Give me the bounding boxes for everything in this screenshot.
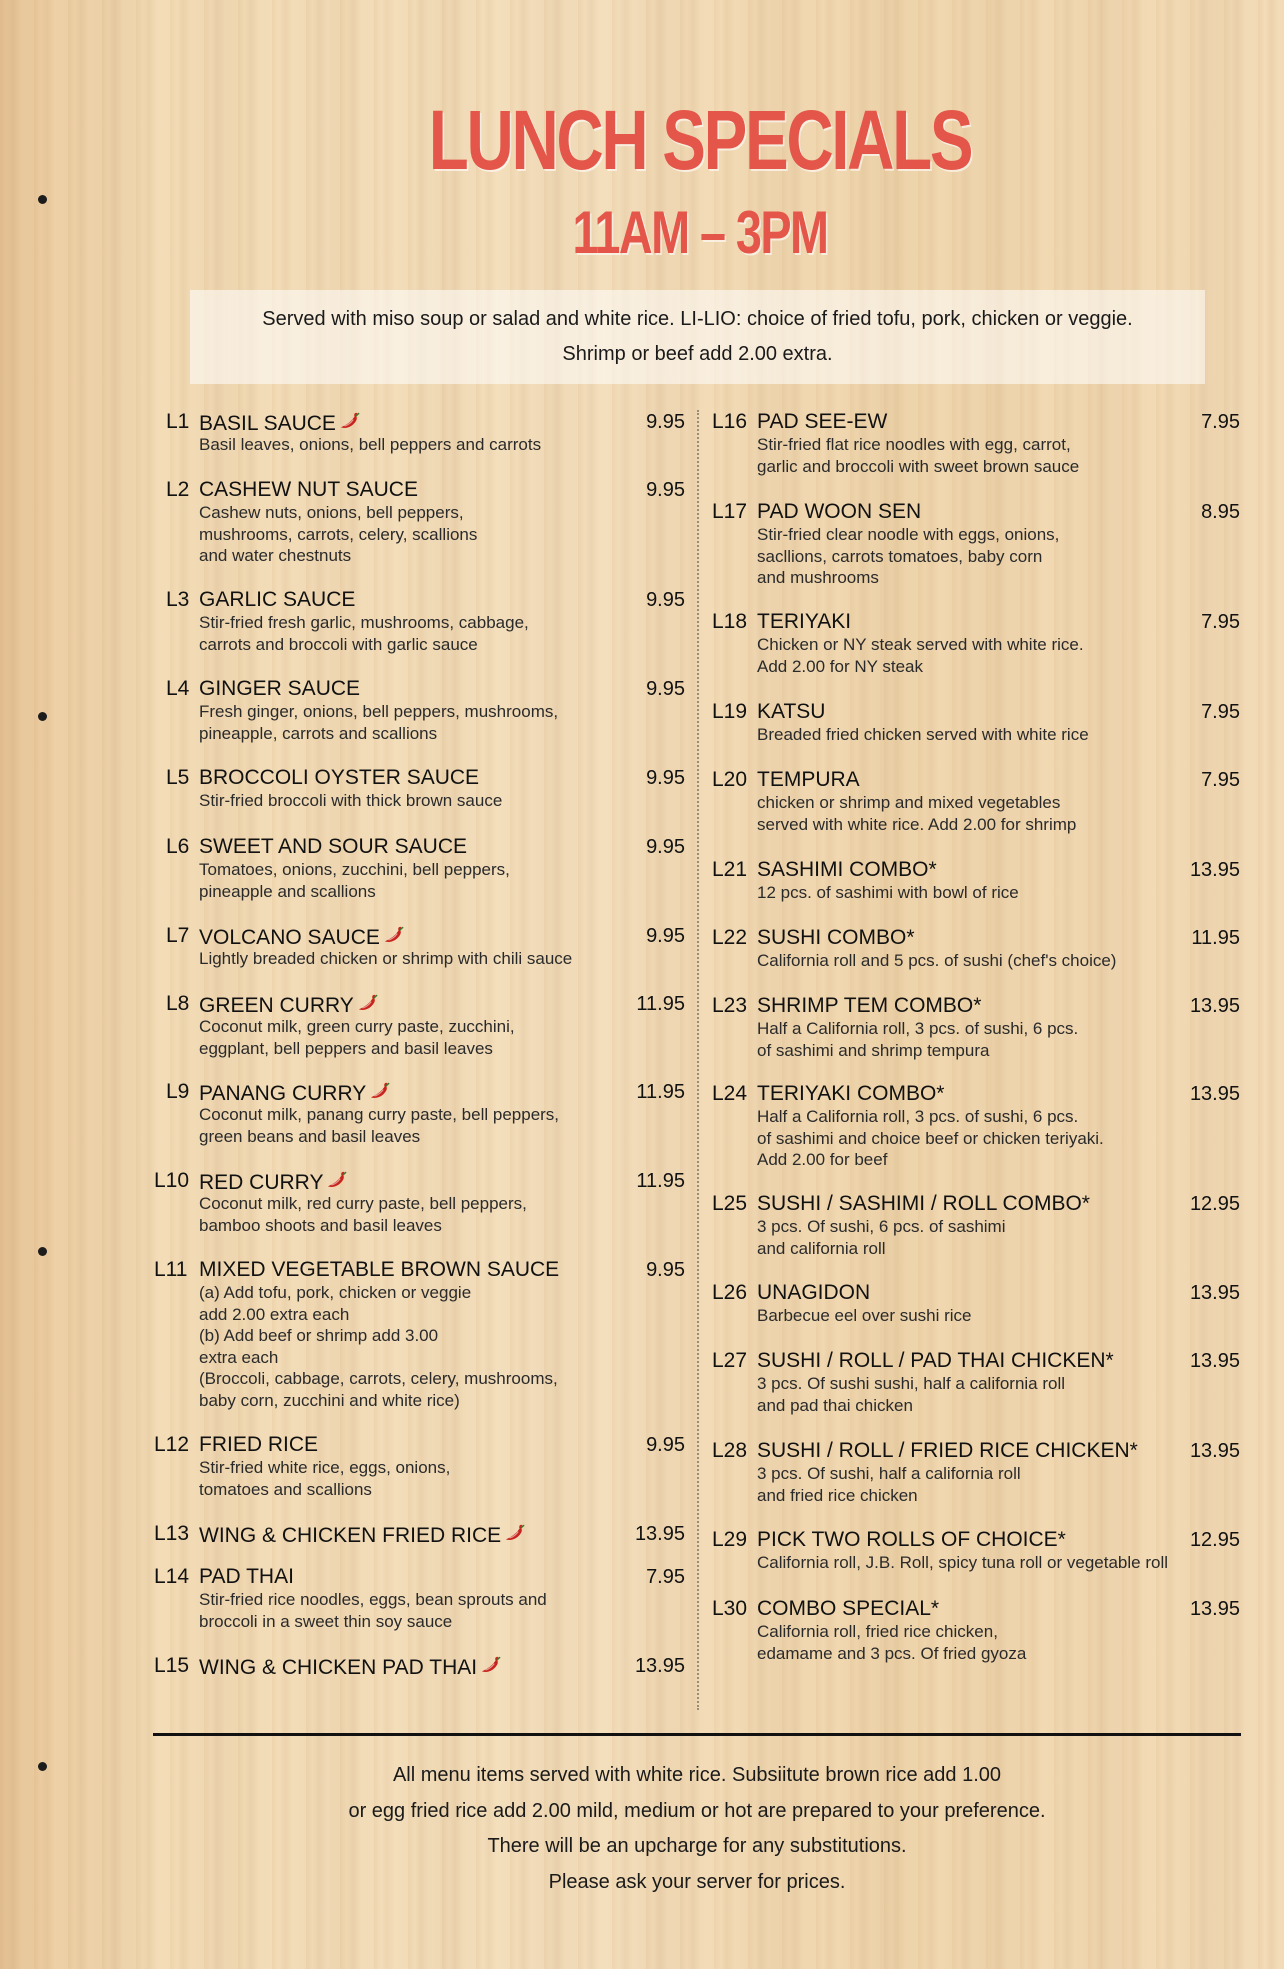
footer-line: Please ask your server for prices. <box>548 1870 846 1893</box>
item-code: L13 <box>154 1522 190 1545</box>
item-description: Barbecue eel over sushi rice <box>757 1306 972 1325</box>
item-price: 7.95 <box>646 1566 685 1588</box>
item-description: Chicken or NY steak served with white rice. Add 2.00 for NY steak <box>757 635 1084 676</box>
item-description: Cashew nuts, onions, bell peppers, mushrooms, carrots, celery, scallions and water chestnuts <box>199 503 478 565</box>
item-price: 13.95 <box>1189 1350 1240 1372</box>
item-code: L28 <box>712 1439 748 1462</box>
item-code: L11 <box>154 1258 188 1281</box>
item-price: 9.95 <box>646 479 685 501</box>
item-name: SUSHI / SASHIMI / ROLL COMBO* <box>757 1192 1090 1215</box>
item-price: 13.95 <box>1189 1440 1240 1462</box>
item-code: L23 <box>712 994 748 1017</box>
item-price: 9.95 <box>646 1259 685 1281</box>
item-price: 9.95 <box>646 1434 685 1456</box>
item-code: L3 <box>166 588 190 611</box>
item-description: (a) Add tofu, pork, chicken or veggie add 2.00 extra each (b) Add beef or shrimp add 3.00 extra each (Broccoli, cabbage, carrots, celery, mushrooms, baby corn, zucchini and white rice) <box>199 1283 558 1410</box>
item-name-wrap <box>757 700 825 724</box>
item-name-wrap <box>199 766 479 790</box>
item-name: SASHIMI COMBO* <box>757 858 937 881</box>
binder-hole <box>38 712 47 721</box>
item-code: L5 <box>166 766 190 789</box>
item-price: 9.95 <box>646 836 685 858</box>
item-description: Breaded fried chicken served with white rice <box>757 725 1089 744</box>
item-description: Stir-fried clear noodle with eggs, onions, sacllions, carrots tomatoes, baby corn and mushrooms <box>757 525 1060 587</box>
item-name: COMBO SPECIAL* <box>757 1597 940 1620</box>
item-description: California roll and 5 pcs. of sushi (chef's choice) <box>757 951 1117 970</box>
item-name-wrap <box>199 588 355 612</box>
item-name-wrap <box>757 1082 944 1106</box>
intro-line: Shrimp or beef add 2.00 extra. <box>562 343 833 365</box>
chili-pepper-icon <box>326 1169 348 1191</box>
item-code: L6 <box>166 835 190 858</box>
item-description: Stir-fried fresh garlic, mushrooms, cabbage, carrots and broccoli with garlic sauce <box>199 613 529 654</box>
item-description: California roll, J.B. Roll, spicy tuna roll or vegetable roll <box>757 1553 1169 1572</box>
item-name: SWEET AND SOUR SAUCE <box>199 835 467 858</box>
intro-line: Served with miso soup or salad and white rice. LI-LIO: choice of fried tofu, pork, chicken or veggie. <box>262 308 1133 330</box>
item-name: GARLIC SAUCE <box>199 588 356 611</box>
item-code: L24 <box>712 1082 748 1105</box>
item-price: 11.95 <box>636 1170 685 1192</box>
item-description: Half a California roll, 3 pcs. of sushi, 6 pcs. of sashimi and shrimp tempura <box>757 1019 1079 1060</box>
item-name: BASIL SAUCE <box>199 412 336 435</box>
chili-pepper-icon <box>339 410 361 432</box>
item-price: 12.95 <box>1189 1193 1240 1215</box>
item-price: 11.95 <box>636 1081 685 1103</box>
item-name: WING & CHICKEN FRIED RICE <box>199 1524 502 1547</box>
item-name: UNAGIDON <box>757 1281 871 1304</box>
item-description: Half a California roll, 3 pcs. of sushi, 6 pcs. of sashimi and choice beef or chicken teriyaki. Add 2.00 for beef <box>757 1107 1104 1169</box>
item-name-wrap <box>199 1169 348 1195</box>
item-name-wrap <box>199 1433 318 1457</box>
item-description: chicken or shrimp and mixed vegetables served with white rice. Add 2.00 for shrimp <box>757 793 1077 834</box>
item-price: 7.95 <box>1201 411 1240 433</box>
item-name: PANANG CURRY <box>199 1082 367 1105</box>
item-name-wrap <box>757 500 921 524</box>
item-name: PAD THAI <box>199 1565 294 1588</box>
item-price: 7.95 <box>1201 611 1240 633</box>
item-description: 12 pcs. of sashimi with bowl of rice <box>757 883 1019 902</box>
item-price: 12.95 <box>1189 1529 1240 1551</box>
item-name-wrap <box>757 610 851 634</box>
item-name-wrap <box>757 926 915 950</box>
item-price: 11.95 <box>636 993 685 1015</box>
item-code: L7 <box>166 924 190 947</box>
item-description: 3 pcs. Of sushi, half a california roll and fried rice chicken <box>757 1464 1021 1505</box>
item-name: PAD WOON SEN <box>757 500 922 523</box>
footer-line: or egg fried rice add 2.00 mild, medium or hot are prepared to your preference. <box>348 1799 1046 1822</box>
item-name-wrap <box>757 1281 870 1305</box>
item-name-wrap <box>199 992 379 1018</box>
item-price: 13.95 <box>1189 1282 1240 1304</box>
item-name: TEMPURA <box>757 768 860 791</box>
item-description: Fresh ginger, onions, bell peppers, mushrooms, pineapple, carrots and scallions <box>199 702 559 743</box>
item-name-wrap <box>199 1080 391 1106</box>
item-code: L27 <box>712 1349 748 1372</box>
item-price: 9.95 <box>646 767 685 789</box>
item-name: FRIED RICE <box>199 1433 319 1456</box>
item-name-wrap <box>757 768 860 792</box>
item-name-wrap <box>757 1439 1138 1463</box>
binder-hole <box>38 195 47 204</box>
item-name: PAD SEE-EW <box>757 410 888 433</box>
item-name-wrap <box>757 994 981 1018</box>
item-code: L1 <box>166 410 190 433</box>
chili-pepper-icon <box>369 1080 391 1102</box>
item-name: PICK TWO ROLLS OF CHOICE* <box>757 1528 1066 1551</box>
footer-line: All menu items served with white rice. Subsiitute brown rice add 1.00 <box>392 1764 1002 1786</box>
item-code: L12 <box>154 1433 190 1456</box>
item-description: California roll, fried rice chicken, edamame and 3 pcs. Of fried gyoza <box>757 1622 1027 1663</box>
item-description: Coconut milk, green curry paste, zucchini, eggplant, bell peppers and basil leaves <box>199 1017 515 1058</box>
item-name: SUSHI / ROLL / FRIED RICE CHICKEN* <box>757 1439 1138 1462</box>
item-name: VOLCANO SAUCE <box>199 926 380 949</box>
item-price: 13.95 <box>1189 1083 1240 1105</box>
chili-pepper-icon <box>357 992 379 1014</box>
item-name-wrap <box>199 677 360 701</box>
item-description: Coconut milk, panang curry paste, bell peppers, green beans and basil leaves <box>199 1105 560 1146</box>
item-price: 13.95 <box>634 1655 685 1677</box>
item-price: 13.95 <box>1189 995 1240 1017</box>
item-price: 11.95 <box>1191 927 1240 949</box>
item-price: 9.95 <box>646 589 685 611</box>
item-description: 3 pcs. Of sushi sushi, half a california roll and pad thai chicken <box>757 1374 1066 1415</box>
item-description: 3 pcs. Of sushi, 6 pcs. of sashimi and california roll <box>757 1217 1006 1258</box>
item-description: Stir-fried white rice, eggs, onions, tomatoes and scallions <box>199 1458 451 1499</box>
item-price: 9.95 <box>646 925 685 947</box>
menu-title: LUNCH SPECIALS <box>428 93 972 187</box>
item-price: 8.95 <box>1201 501 1240 523</box>
item-description: Basil leaves, onions, bell peppers and carrots <box>199 435 542 454</box>
item-name: TERIYAKI <box>757 610 852 633</box>
item-description: Tomatoes, onions, zucchini, bell peppers, pineapple and scallions <box>199 860 510 901</box>
item-name-wrap <box>757 1528 1066 1552</box>
item-code: L10 <box>154 1169 190 1192</box>
item-name: MIXED VEGETABLE BROWN SAUCE <box>199 1258 560 1281</box>
item-code: L9 <box>166 1080 190 1103</box>
chili-pepper-icon <box>383 924 405 946</box>
item-code: L20 <box>712 768 748 791</box>
column-divider <box>697 410 699 1710</box>
item-code: L15 <box>154 1654 190 1677</box>
item-code: L26 <box>712 1281 748 1304</box>
item-name: CASHEW NUT SAUCE <box>199 478 418 501</box>
item-name-wrap <box>199 1522 526 1548</box>
item-name-wrap <box>199 410 361 436</box>
item-price: 7.95 <box>1201 701 1240 723</box>
item-description: Stir-fried flat rice noodles with egg, carrot, garlic and broccoli with sweet brown sauce <box>757 435 1080 476</box>
item-name-wrap <box>757 1349 1114 1373</box>
item-name-wrap <box>199 1565 294 1589</box>
item-name: GREEN CURRY <box>199 994 354 1017</box>
item-name: RED CURRY <box>199 1171 324 1194</box>
item-code: L25 <box>712 1192 748 1215</box>
chili-pepper-icon <box>480 1654 502 1676</box>
item-price: 13.95 <box>1189 859 1240 881</box>
item-code: L30 <box>712 1597 748 1620</box>
item-description: Lightly breaded chicken or shrimp with chili sauce <box>199 949 573 968</box>
footer-line: There will be an upcharge for any substitutions. <box>487 1835 907 1857</box>
item-description: Stir-fried rice noodles, eggs, bean sprouts and broccoli in a sweet thin soy sauce <box>199 1590 547 1631</box>
item-price: 9.95 <box>646 411 685 433</box>
item-description: Stir-fried broccoli with thick brown sauce <box>199 791 503 810</box>
item-name-wrap <box>199 924 405 950</box>
item-name: GINGER SAUCE <box>199 677 361 700</box>
item-code: L21 <box>712 858 748 881</box>
item-code: L19 <box>712 700 748 723</box>
item-name-wrap <box>199 1654 502 1680</box>
menu-hours: 11AM – 3PM <box>572 199 828 266</box>
item-name-wrap <box>757 1597 939 1621</box>
item-price: 13.95 <box>634 1523 685 1545</box>
item-name-wrap <box>199 1258 559 1282</box>
item-name-wrap <box>199 478 418 502</box>
item-price: 7.95 <box>1201 769 1240 791</box>
item-code: L4 <box>166 677 190 700</box>
item-code: L8 <box>166 992 190 1015</box>
item-code: L14 <box>154 1565 190 1588</box>
item-name-wrap <box>199 835 467 859</box>
item-code: L29 <box>712 1528 748 1551</box>
item-code: L18 <box>712 610 748 633</box>
item-name: WING & CHICKEN PAD THAI <box>199 1656 478 1679</box>
item-name: TERIYAKI COMBO* <box>757 1082 945 1105</box>
item-name: SHRIMP TEM COMBO* <box>757 994 982 1017</box>
binder-hole <box>38 1247 47 1256</box>
item-code: L16 <box>712 410 748 433</box>
footer-divider <box>153 1733 1241 1736</box>
item-name: SUSHI COMBO* <box>757 926 915 949</box>
chili-pepper-icon <box>504 1522 526 1544</box>
item-price: 9.95 <box>646 678 685 700</box>
item-name: KATSU <box>757 700 826 723</box>
item-name-wrap <box>757 410 887 434</box>
item-name-wrap <box>757 1192 1090 1216</box>
item-code: L17 <box>712 500 748 523</box>
item-code: L22 <box>712 926 748 949</box>
footer-notes <box>0 1758 1284 1900</box>
item-description: Coconut milk, red curry paste, bell peppers, bamboo shoots and basil leaves <box>199 1194 527 1235</box>
item-name: BROCCOLI OYSTER SAUCE <box>199 766 480 789</box>
item-name: SUSHI / ROLL / PAD THAI CHICKEN* <box>757 1349 1114 1372</box>
intro-box <box>190 290 1205 384</box>
item-price: 13.95 <box>1189 1598 1240 1620</box>
item-name-wrap <box>757 858 937 882</box>
item-code: L2 <box>166 478 190 501</box>
